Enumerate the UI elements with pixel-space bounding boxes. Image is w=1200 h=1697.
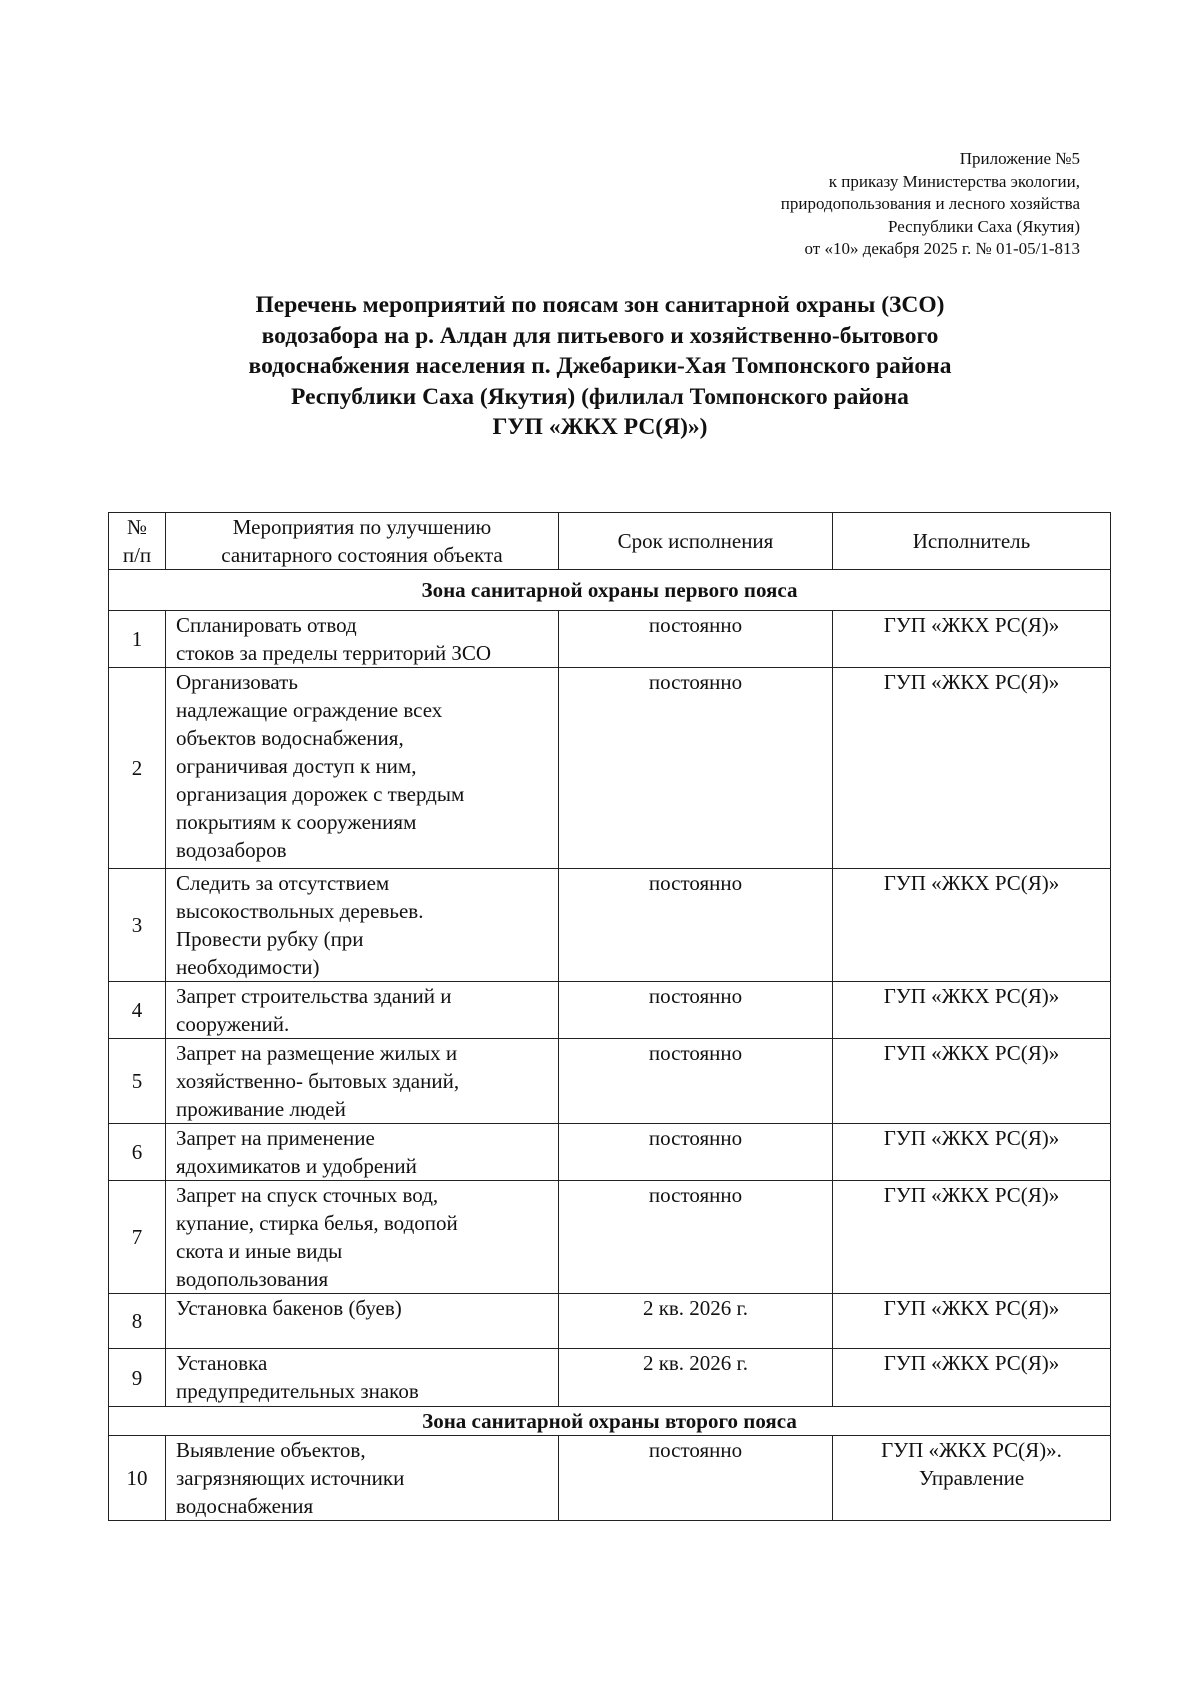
activity-line: Следить за отсутствием xyxy=(176,871,390,895)
header-line: Республики Саха (Якутия) xyxy=(887,216,1080,236)
title-line: ГУП «ЖКХ РС(Я)») xyxy=(492,414,708,440)
row-term: постоянно xyxy=(559,611,833,668)
row-term: постоянно xyxy=(559,1436,833,1521)
header-line: Приложение №5 xyxy=(959,149,1080,168)
zone-row-second xyxy=(109,1407,1111,1436)
row-number: 6 xyxy=(109,1124,166,1181)
row-term: 2 кв. 2026 г. xyxy=(559,1349,833,1407)
executor-line: ГУП «ЖКХ РС(Я)» xyxy=(883,871,1060,895)
activity-line: предупредительных знаков xyxy=(176,1379,419,1403)
row-number: 8 xyxy=(109,1294,166,1349)
table-row xyxy=(109,869,1111,982)
header-line: природопользования и лесного хозяйства xyxy=(780,194,1080,214)
activity-line: купание, стирка белья, водопой xyxy=(176,1211,458,1235)
table-header xyxy=(109,513,1111,570)
activity-line: ограничивая доступ к ним, xyxy=(176,754,417,778)
executor-line: ГУП «ЖКХ РС(Я)» xyxy=(883,1351,1060,1375)
executor-line: ГУП «ЖКХ РС(Я)» xyxy=(883,1183,1060,1207)
activity-line: Установка xyxy=(176,1351,268,1375)
title-line: водоснабжения населения п. Джебарики-Хая Томпонского района xyxy=(248,353,952,379)
row-executor xyxy=(833,1124,1111,1181)
activity-line: организация дорожек с твердым xyxy=(176,782,465,806)
header-num: № п/п xyxy=(109,513,166,570)
row-activity xyxy=(166,1294,559,1349)
activity-line: загрязняющих источники xyxy=(176,1466,405,1490)
activity-line: ядохимикатов и удобрений xyxy=(176,1154,417,1178)
header-activity: Мероприятия по улучшению санитарного состояния объекта xyxy=(166,513,559,570)
row-term: постоянно xyxy=(559,869,833,982)
activity-line: проживание людей xyxy=(176,1097,346,1121)
header-line: от «10» декабря 2025 г. № 01-05/1-813 xyxy=(804,239,1080,259)
row-activity xyxy=(166,869,559,982)
table-row xyxy=(109,668,1111,869)
header-row xyxy=(109,513,1111,570)
row-executor xyxy=(833,1181,1111,1294)
activity-line: Провести рубку (при xyxy=(176,927,364,951)
row-activity xyxy=(166,1349,559,1407)
table-row xyxy=(109,1181,1111,1294)
header-executor: Исполнитель xyxy=(833,513,1111,570)
row-term: постоянно xyxy=(559,1181,833,1294)
row-executor xyxy=(833,982,1111,1039)
row-activity xyxy=(166,1039,559,1124)
row-activity xyxy=(166,611,559,668)
row-executor xyxy=(833,1436,1111,1521)
title-line: Республики Саха (Якутия) (филилал Томпонского района xyxy=(291,383,909,410)
activity-line: Запрет на применение xyxy=(176,1126,375,1150)
executor-line: ГУП «ЖКХ РС(Я)» xyxy=(883,613,1060,637)
activity-line: Запрет строительства зданий и xyxy=(176,984,452,1008)
table-row xyxy=(109,611,1111,668)
activity-line: водозаборов xyxy=(176,838,287,862)
header-term: Срок исполнения xyxy=(559,513,833,570)
executor-line: Управление xyxy=(918,1466,1025,1490)
header-line: к приказу Министерства экологии, xyxy=(828,171,1080,191)
zone-second-label: Зона санитарной охраны второго пояса xyxy=(109,1407,1111,1436)
activity-line: Запрет на размещение жилых и xyxy=(176,1041,458,1065)
activity-line: Спланировать отвод xyxy=(176,613,357,637)
table-row xyxy=(109,982,1111,1039)
table-row xyxy=(109,1436,1111,1521)
executor-line: ГУП «ЖКХ РС(Я)» xyxy=(883,1041,1060,1065)
row-executor xyxy=(833,1349,1111,1407)
activity-line: сооружений. xyxy=(176,1012,290,1036)
row-activity xyxy=(166,1436,559,1521)
row-activity xyxy=(166,1181,559,1294)
activity-line: высокоствольных деревьев. xyxy=(176,899,424,923)
row-number: 7 xyxy=(109,1181,166,1294)
zone-first-label: Зона санитарной охраны первого пояса xyxy=(109,570,1111,611)
title-line: водозабора на р. Алдан для питьевого и хозяйственно-бытового xyxy=(261,322,939,349)
executor-line: ГУП «ЖКХ РС(Я)» xyxy=(883,1126,1060,1150)
activity-line: водопользования xyxy=(176,1267,329,1291)
row-term: постоянно xyxy=(559,668,833,869)
table-row xyxy=(109,1294,1111,1349)
executor-line: ГУП «ЖКХ РС(Я)» xyxy=(883,1296,1060,1320)
activity-line: необходимости) xyxy=(176,955,320,979)
row-executor xyxy=(833,611,1111,668)
row-number: 4 xyxy=(109,982,166,1039)
table-row xyxy=(109,1349,1111,1407)
title-line: Перечень мероприятий по поясам зон санитарной охраны (ЗСО) xyxy=(255,292,945,318)
executor-line: ГУП «ЖКХ РС(Я)» xyxy=(883,984,1060,1008)
row-number: 2 xyxy=(109,668,166,869)
row-executor xyxy=(833,1039,1111,1124)
row-activity xyxy=(166,1124,559,1181)
appendix-header xyxy=(480,148,1080,261)
activity-line: хозяйственно- бытовых зданий, xyxy=(176,1069,460,1093)
activity-line: надлежащие ограждение всех xyxy=(176,698,443,722)
row-term: постоянно xyxy=(559,1124,833,1181)
row-number: 9 xyxy=(109,1349,166,1407)
activity-line: Выявление объектов, xyxy=(176,1438,366,1462)
table-row xyxy=(109,1039,1111,1124)
row-executor xyxy=(833,1294,1111,1349)
activity-line: стоков за пределы территорий ЗСО xyxy=(176,641,492,665)
table-row xyxy=(109,1124,1111,1181)
activity-line: объектов водоснабжения, xyxy=(176,726,404,750)
activity-line: покрытиям к сооружениям xyxy=(176,810,417,834)
activity-line: скота и иные виды xyxy=(176,1239,343,1263)
row-term: постоянно xyxy=(559,982,833,1039)
measures-table xyxy=(108,512,1111,1521)
row-term: постоянно xyxy=(559,1039,833,1124)
row-number: 3 xyxy=(109,869,166,982)
zone-row-first xyxy=(109,570,1111,611)
row-number: 10 xyxy=(109,1436,166,1521)
row-executor xyxy=(833,869,1111,982)
row-number: 1 xyxy=(109,611,166,668)
activity-line: Запрет на спуск сточных вод, xyxy=(176,1183,439,1207)
executor-line: ГУП «ЖКХ РС(Я)» xyxy=(883,670,1060,694)
executor-line: ГУП «ЖКХ РС(Я)». xyxy=(881,1438,1062,1462)
activity-line: Установка бакенов (буев) xyxy=(176,1296,402,1320)
row-activity xyxy=(166,668,559,869)
row-activity xyxy=(166,982,559,1039)
row-number: 5 xyxy=(109,1039,166,1124)
row-executor xyxy=(833,668,1111,869)
table-body xyxy=(109,570,1111,1521)
activity-line: Организовать xyxy=(176,670,298,694)
row-term: 2 кв. 2026 г. xyxy=(559,1294,833,1349)
document-title xyxy=(110,290,1090,443)
activity-line: водоснабжения xyxy=(176,1494,314,1518)
